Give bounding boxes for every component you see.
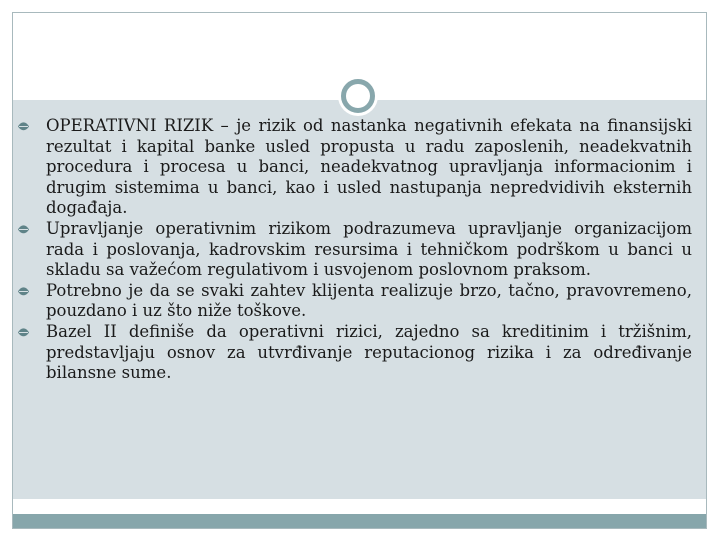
bullet-item xyxy=(32,281,692,322)
footer-band xyxy=(13,514,706,528)
circle-ornament-icon xyxy=(341,79,375,113)
bullet-item xyxy=(32,219,692,281)
bullet-item xyxy=(32,116,692,219)
bullet-text: Potrebno je da se svaki zahtev klijenta realizuje brzo, tačno, pravovremeno, pouzdano i uz što niže toškove. xyxy=(46,280,692,321)
bullet-text: Upravljanje operativnim rizikom podrazumeva upravljanje organizacijom rada i poslovanja, kadrovskim resursima i tehničkom podrškom u banci u skladu sa važećom regulativom i usvojenom poslovnom praksom. xyxy=(46,218,692,280)
bullet-text: OPERATIVNI RIZIK – je rizik od nastanka negativnih efekata na finansijski rezultat i kapital banke usled propusta u radu zaposlenih, neadekvatnih procedura i procesa u banci, neadekvatnog upravljanja informacionim i drugim sistemima u banci, kao i usled nastupanja nepredvidivih eksternih događaja. xyxy=(46,116,692,218)
bullet-item xyxy=(32,322,692,384)
bullet-text: Bazel II definiše da operativni rizici, zajedno sa kreditinim i tržišnim, predstavljaju osnov za utvrđivanje reputacionog rizika i za određivanje bilansne sume. xyxy=(46,321,692,383)
bullet-list xyxy=(32,116,692,384)
